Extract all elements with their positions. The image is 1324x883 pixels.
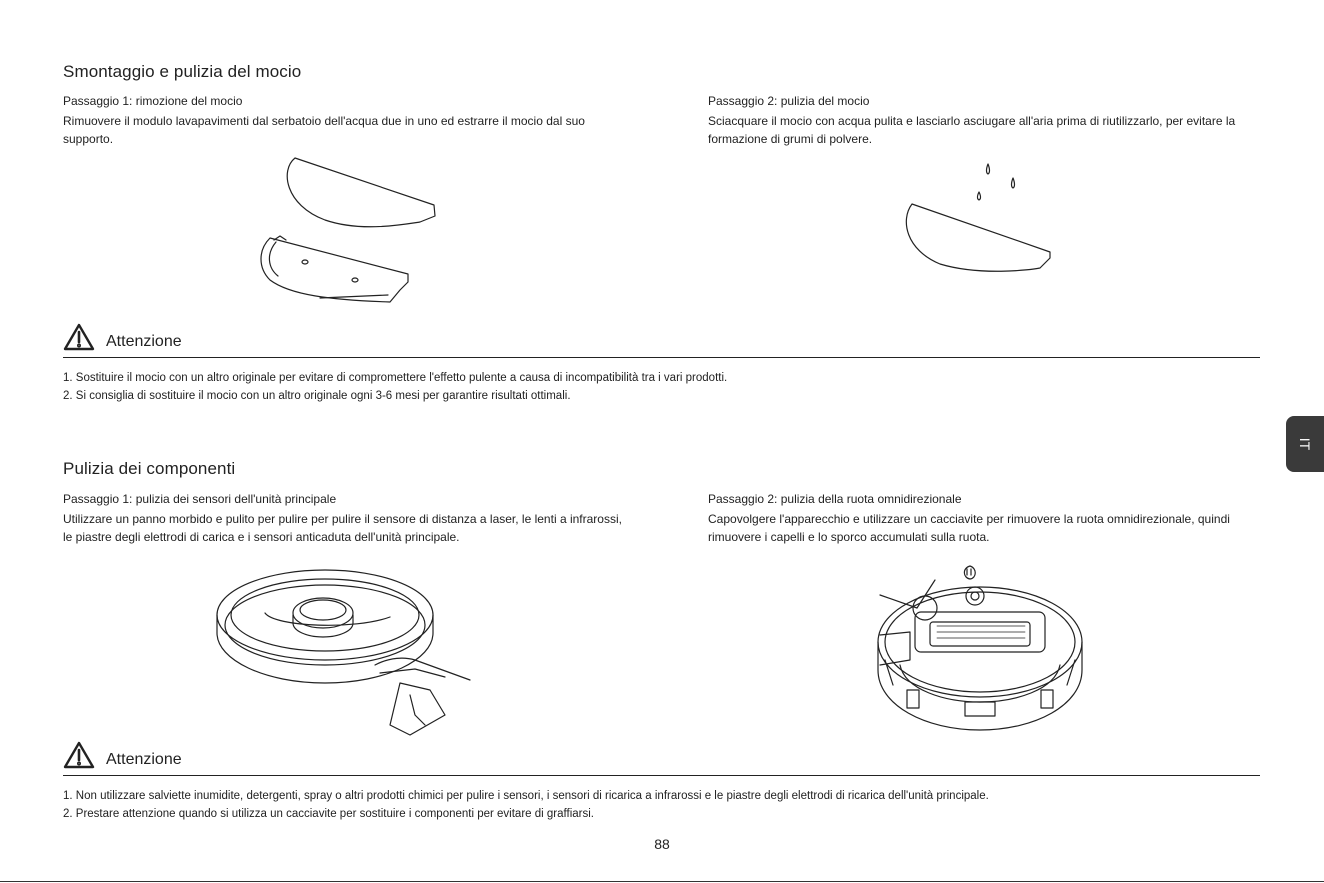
- step2-title-mop: Passaggio 2: pulizia del mocio: [708, 94, 870, 108]
- language-tab: [1286, 416, 1324, 472]
- section-title-components: Pulizia dei componenti: [63, 459, 236, 478]
- mop-cleaning-illustration: [900, 160, 1070, 285]
- warning-triangle-icon: [63, 741, 95, 769]
- warning-note-1-1: 1. Sostituire il mocio con un altro originale per evitare di compromettere l'effetto pulente a causa di incompatibilità tra i vari prodotti.: [63, 372, 728, 384]
- step2-text-wheel: Capovolgere l'apparecchio e utilizzare un cacciavite per rimuovere la ruota omnidirezionale, quindi rimuovere i capelli e lo sporco accumulati sulla ruota.: [708, 512, 1230, 544]
- step1-title-sensors: Passaggio 1: pulizia dei sensori dell'unità principale: [63, 492, 337, 506]
- warning-title-2: Attenzione: [106, 751, 182, 768]
- warning-note-2-2: 2. Prestare attenzione quando si utilizza un cacciavite per sostituire i componenti per evitare di graffiarsi.: [63, 808, 594, 820]
- step1-text-mop: Rimuovere il modulo lavapavimenti dal serbatoio dell'acqua due in uno ed estrarre il mocio dal suo supporto.: [63, 114, 585, 146]
- warning-note-2-1: 1. Non utilizzare salviette inumidite, detergenti, spray o altri prodotti chimici per pulire i sensori, i sensori di ricarica a infrarossi e le piastre degli elettrodi di ricarica dell'unità principale.: [63, 790, 989, 802]
- warning-note-1-2: 2. Si consiglia di sostituire il mocio con un altro originale ogni 3-6 mesi per garantire risultati ottimali.: [63, 390, 571, 402]
- step2-text-mop: Sciacquare il mocio con acqua pulita e lasciarlo asciugare all'aria prima di riutilizzarlo, per evitare la formazione di grumi di polvere.: [708, 114, 1236, 146]
- robot-wiping-illustration: [215, 565, 480, 740]
- warning-triangle-icon: [63, 323, 95, 351]
- warning-divider-1: [63, 357, 1260, 358]
- step1-title-mop: Passaggio 1: rimozione del mocio: [63, 94, 243, 108]
- warning-divider-2: [63, 775, 1260, 776]
- section-title-mop: Smontaggio e pulizia del mocio: [63, 62, 302, 81]
- bottom-border: [0, 881, 1324, 882]
- mop-removal-illustration: [250, 150, 450, 315]
- warning-title-1: Attenzione: [106, 333, 182, 350]
- step1-text-sensors: Utilizzare un panno morbido e pulito per pulire per pulire il sensore di distanza a laser, le lenti a infrarossi, le piastre degli elettrodi di carica e i sensori anticaduta dell'unità principale.: [63, 512, 622, 544]
- robot-bottom-illustration: [865, 560, 1095, 740]
- step2-title-wheel: Passaggio 2: pulizia della ruota omnidirezionale: [708, 492, 962, 506]
- language-tab-label: IT: [1296, 437, 1313, 451]
- page-number: 88: [654, 836, 670, 852]
